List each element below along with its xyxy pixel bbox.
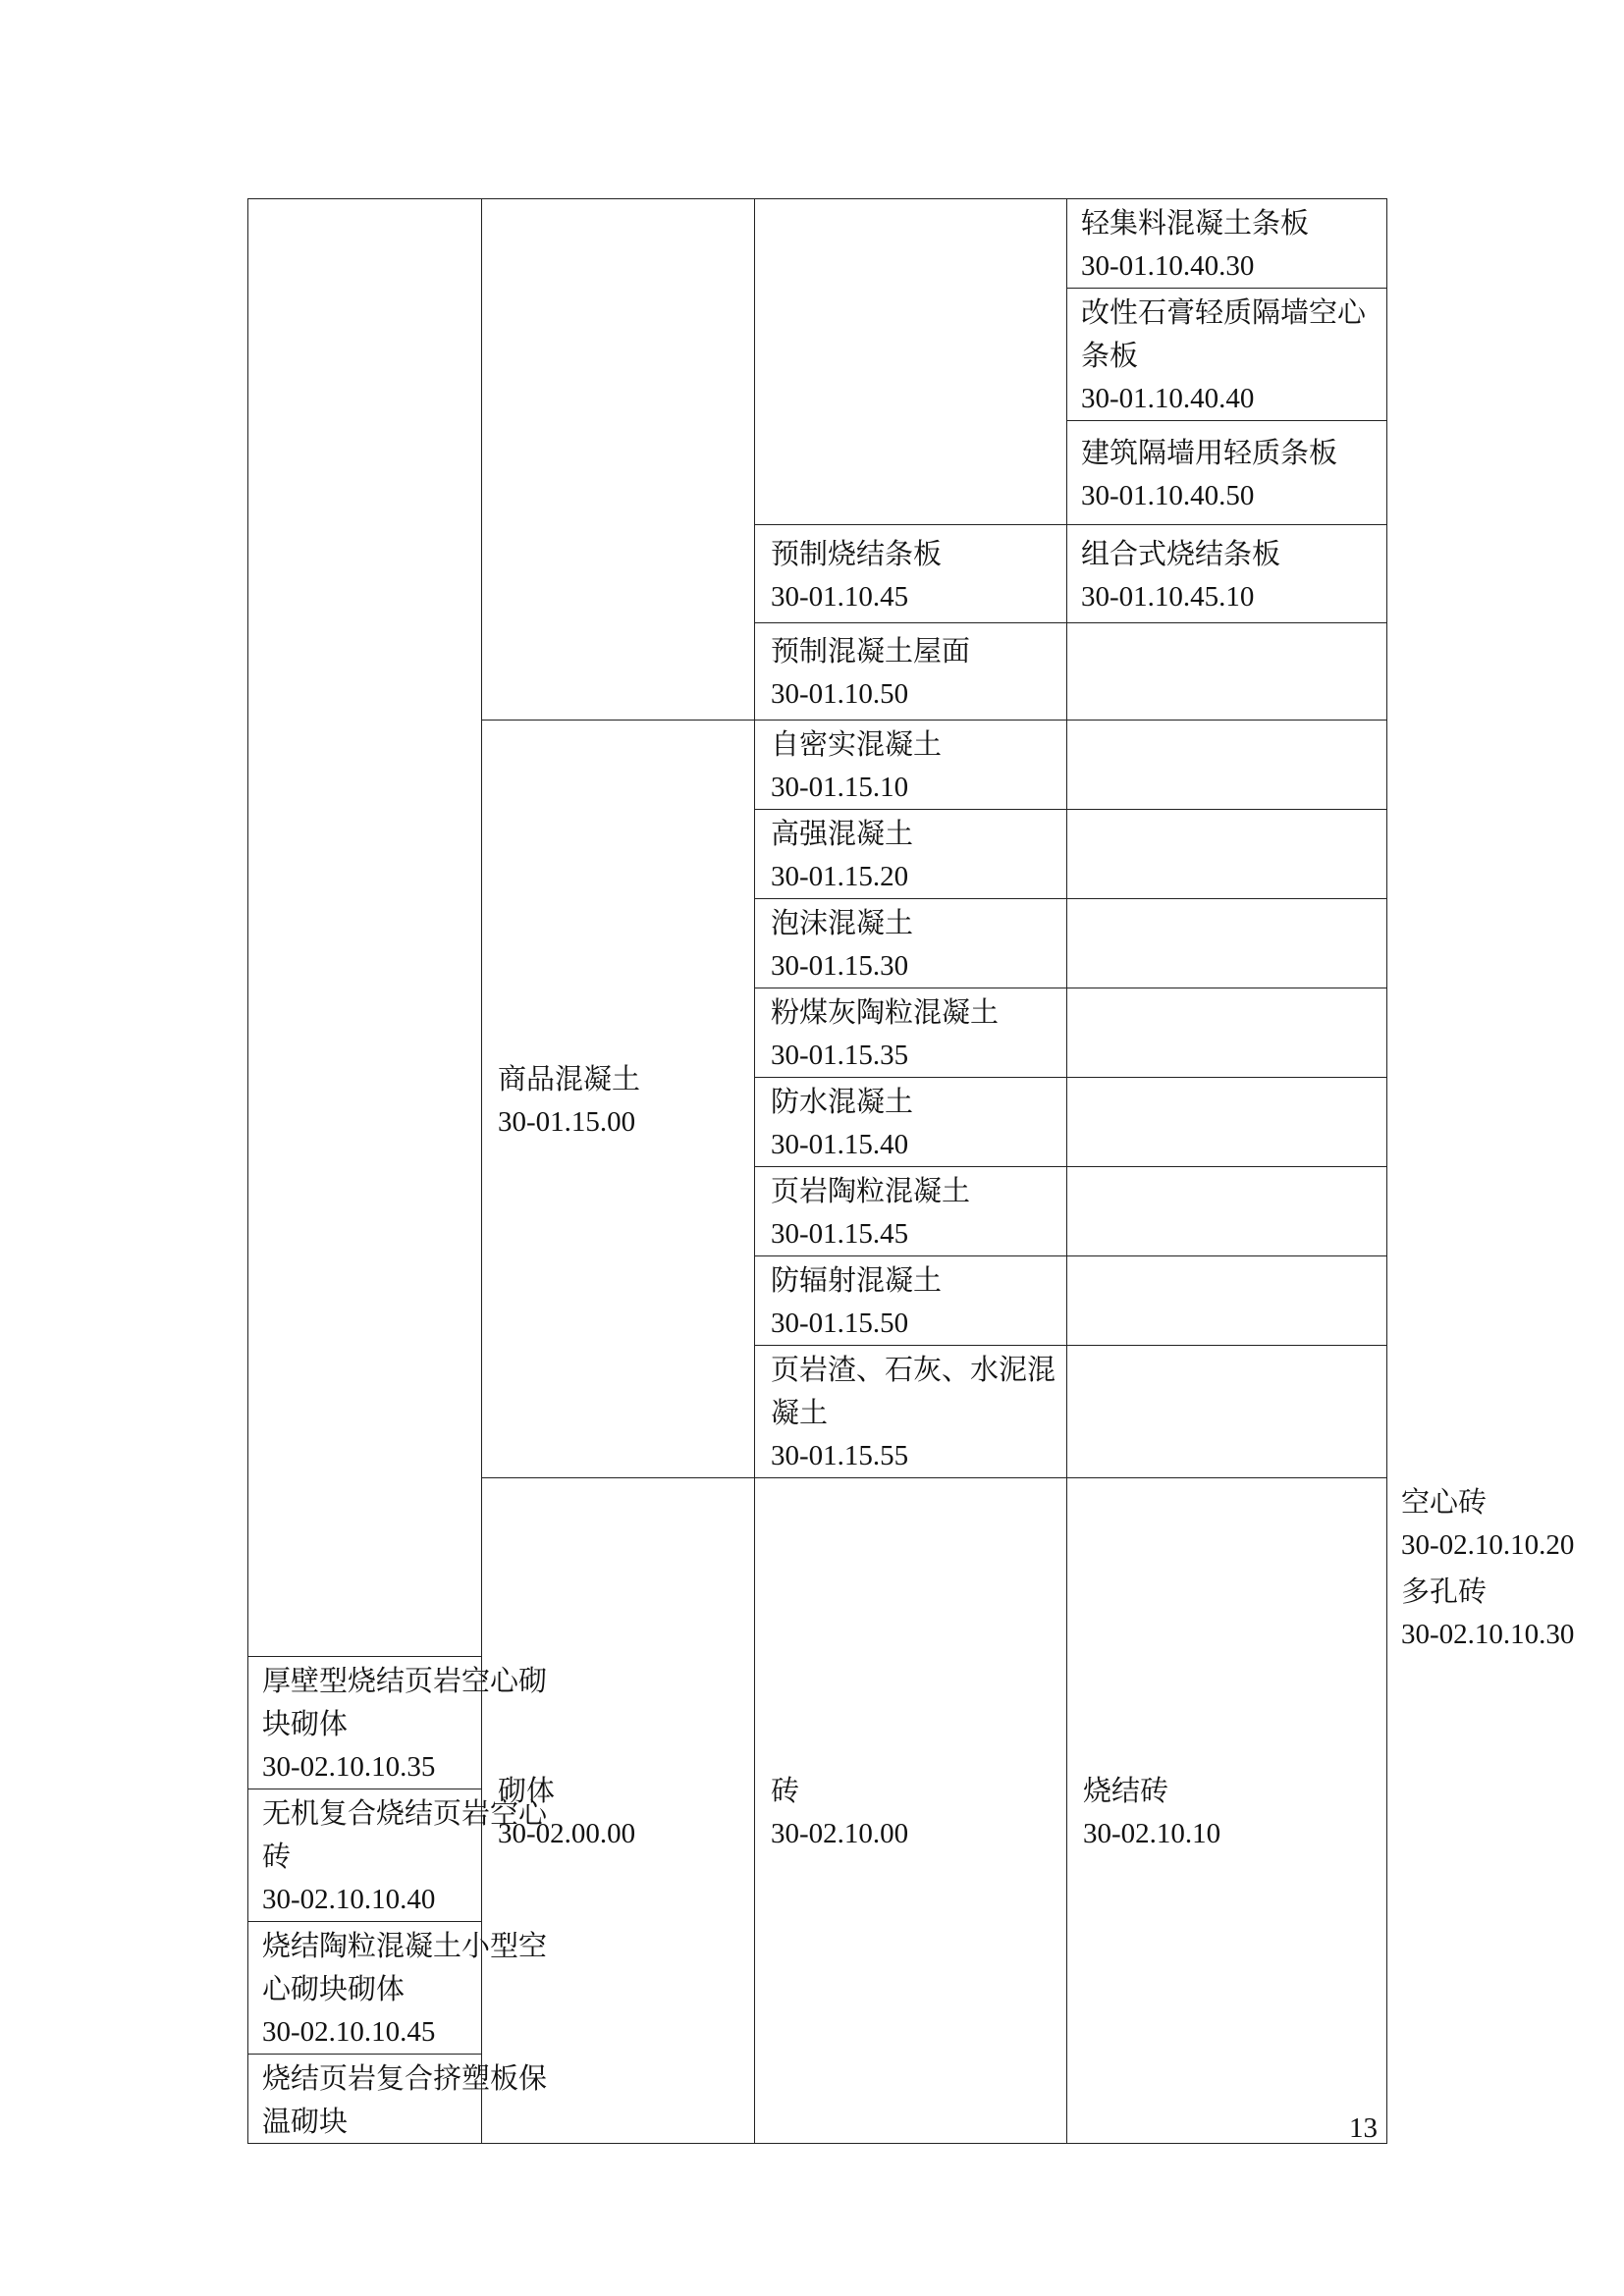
category-code: 30-01.10.40.50 bbox=[1081, 479, 1255, 511]
table-cell-empty bbox=[1067, 810, 1387, 899]
category-name: 厚壁型烧结页岩空心砌 bbox=[262, 1664, 548, 1697]
category-code: 30-01.10.45.10 bbox=[1081, 580, 1255, 613]
table-cell-empty bbox=[1067, 1346, 1387, 1478]
category-name: 烧结陶粒混凝土小型空 bbox=[262, 1929, 548, 1962]
category-name: 砖 bbox=[771, 1773, 800, 1807]
category-name: 预制混凝土屋面 bbox=[771, 634, 971, 667]
table-cell bbox=[248, 1922, 548, 2055]
category-code: 30-02.10.10 bbox=[1083, 1817, 1221, 1849]
category-code: 30-01.15.55 bbox=[771, 1440, 909, 1471]
table-cell-empty bbox=[1067, 899, 1387, 988]
category-code: 30-01.15.30 bbox=[771, 950, 909, 982]
category-name: 砌体 bbox=[498, 1773, 556, 1807]
category-name: 防辐射混凝土 bbox=[771, 1263, 943, 1297]
table-cell-empty bbox=[1067, 988, 1387, 1078]
table-cell bbox=[248, 1789, 548, 1922]
category-name: 砖 bbox=[262, 1840, 292, 1873]
table-cell bbox=[482, 721, 755, 1478]
table-cell bbox=[1067, 289, 1387, 421]
category-code: 30-02.10.00 bbox=[771, 1817, 909, 1849]
table-cell-empty bbox=[1067, 1078, 1387, 1167]
category-code: 30-01.15.35 bbox=[771, 1040, 909, 1071]
category-name: 条板 bbox=[1081, 339, 1139, 372]
table-cell bbox=[755, 988, 1067, 1078]
table-cell bbox=[1067, 199, 1387, 289]
category-name: 组合式烧结条板 bbox=[1081, 536, 1281, 570]
classification-table: 轻集料混凝土条板 30-01.10.40.30 改性石膏轻质隔墙空心 条板 30-01.10.40.40 建筑隔墙用轻质条板 30-01.10.40.50 预制烧结条板 30-01.10.45 组合式烧结条板 30-01.10.45.10 预制混凝土屋面 30-01.10.50 商品混凝土 30-01.15.00 自密实混凝土 30-01.15.10 高强混凝土 30-01.15.20 泡沫混凝土 30-01.15.30 粉煤灰陶粒混凝土 30-01.15.35 防水混凝土 30-01.15.40 页岩陶粒混凝土 30-01.15.45 防辐射混凝土 30-01.15.50 页岩渣、石灰、水泥混 凝土 30-01.15.55 砌体 30-02.00.00 砖 30-02.10.00 烧结砖 30-02.10.10 空心砖 30-02.10.10.20 多孔砖 30-02.10.10.30 厚壁型烧结页岩空心砌 块砌体 30-02.10.10.35 无机复合烧结页岩空心 砖 30-02.10.10.40 烧结陶粒混凝土小型空 心砌块砌体 30-02.10.10.45 烧结页岩复合挤塑板保 温砌块 bbox=[247, 198, 1387, 2144]
category-code: 30-01.15.20 bbox=[771, 861, 909, 892]
category-name: 预制烧结条板 bbox=[771, 536, 943, 570]
table-cell bbox=[248, 1657, 548, 1789]
category-name: 高强混凝土 bbox=[771, 817, 914, 850]
category-name: 改性石膏轻质隔墙空心 bbox=[1081, 295, 1367, 329]
category-name: 建筑隔墙用轻质条板 bbox=[1081, 435, 1338, 469]
category-name: 页岩渣、石灰、水泥混 bbox=[771, 1353, 1056, 1386]
table-cell bbox=[755, 1346, 1067, 1478]
category-name: 心砌块砌体 bbox=[262, 1972, 406, 2005]
table-cell-empty bbox=[1067, 721, 1387, 810]
category-name: 页岩陶粒混凝土 bbox=[771, 1174, 971, 1207]
category-code: 30-02.10.10.40 bbox=[262, 1884, 436, 1915]
table-cell bbox=[755, 623, 1067, 721]
table-cell-empty bbox=[1067, 623, 1387, 721]
table-cell bbox=[755, 525, 1067, 623]
table-cell bbox=[1067, 421, 1387, 525]
category-name: 无机复合烧结页岩空心 bbox=[262, 1796, 548, 1830]
category-code: 30-02.00.00 bbox=[498, 1817, 636, 1849]
category-name: 防水混凝土 bbox=[771, 1085, 914, 1118]
category-code: 30-01.15.50 bbox=[771, 1308, 909, 1339]
category-name: 烧结砖 bbox=[1083, 1773, 1169, 1807]
category-name: 粉煤灰陶粒混凝土 bbox=[771, 995, 1000, 1029]
category-name: 商品混凝土 bbox=[498, 1061, 641, 1095]
page-number: 13 bbox=[1349, 2112, 1378, 2144]
table-cell bbox=[755, 1478, 1067, 2144]
table-cell bbox=[755, 1256, 1067, 1346]
level2-cell-empty bbox=[482, 199, 755, 721]
category-name: 烧结页岩复合挤塑板保 bbox=[262, 2061, 548, 2095]
table-cell bbox=[755, 1078, 1067, 1167]
level1-cell-empty bbox=[248, 199, 482, 1657]
category-name: 温砌块 bbox=[262, 2105, 349, 2138]
category-code: 30-01.15.00 bbox=[498, 1105, 636, 1138]
table-cell bbox=[755, 721, 1067, 810]
table-cell bbox=[1067, 1478, 1387, 2144]
table-cell bbox=[248, 2055, 548, 2144]
category-code: 30-02.10.10.45 bbox=[262, 2016, 436, 2048]
category-code: 30-01.15.45 bbox=[771, 1218, 909, 1250]
table-cell bbox=[1067, 525, 1387, 623]
category-name: 凝土 bbox=[771, 1396, 829, 1429]
category-name: 块砌体 bbox=[262, 1707, 349, 1740]
category-code: 30-01.10.45 bbox=[771, 580, 909, 613]
table-cell-empty bbox=[1067, 1167, 1387, 1256]
category-code: 30-01.10.40.40 bbox=[1081, 383, 1255, 414]
table-cell bbox=[755, 810, 1067, 899]
table-cell bbox=[755, 899, 1067, 988]
category-code: 30-02.10.10.35 bbox=[262, 1751, 436, 1783]
category-code: 30-01.15.10 bbox=[771, 772, 909, 803]
category-name: 泡沫混凝土 bbox=[771, 906, 914, 939]
category-code: 30-01.10.40.30 bbox=[1081, 250, 1255, 282]
category-name: 轻集料混凝土条板 bbox=[1081, 206, 1310, 240]
level3-cell-empty bbox=[755, 199, 1067, 525]
category-name: 自密实混凝土 bbox=[771, 727, 943, 761]
table-cell-empty bbox=[1067, 1256, 1387, 1346]
category-code: 30-01.15.40 bbox=[771, 1129, 909, 1160]
table-cell bbox=[755, 1167, 1067, 1256]
category-code: 30-01.10.50 bbox=[771, 678, 909, 710]
